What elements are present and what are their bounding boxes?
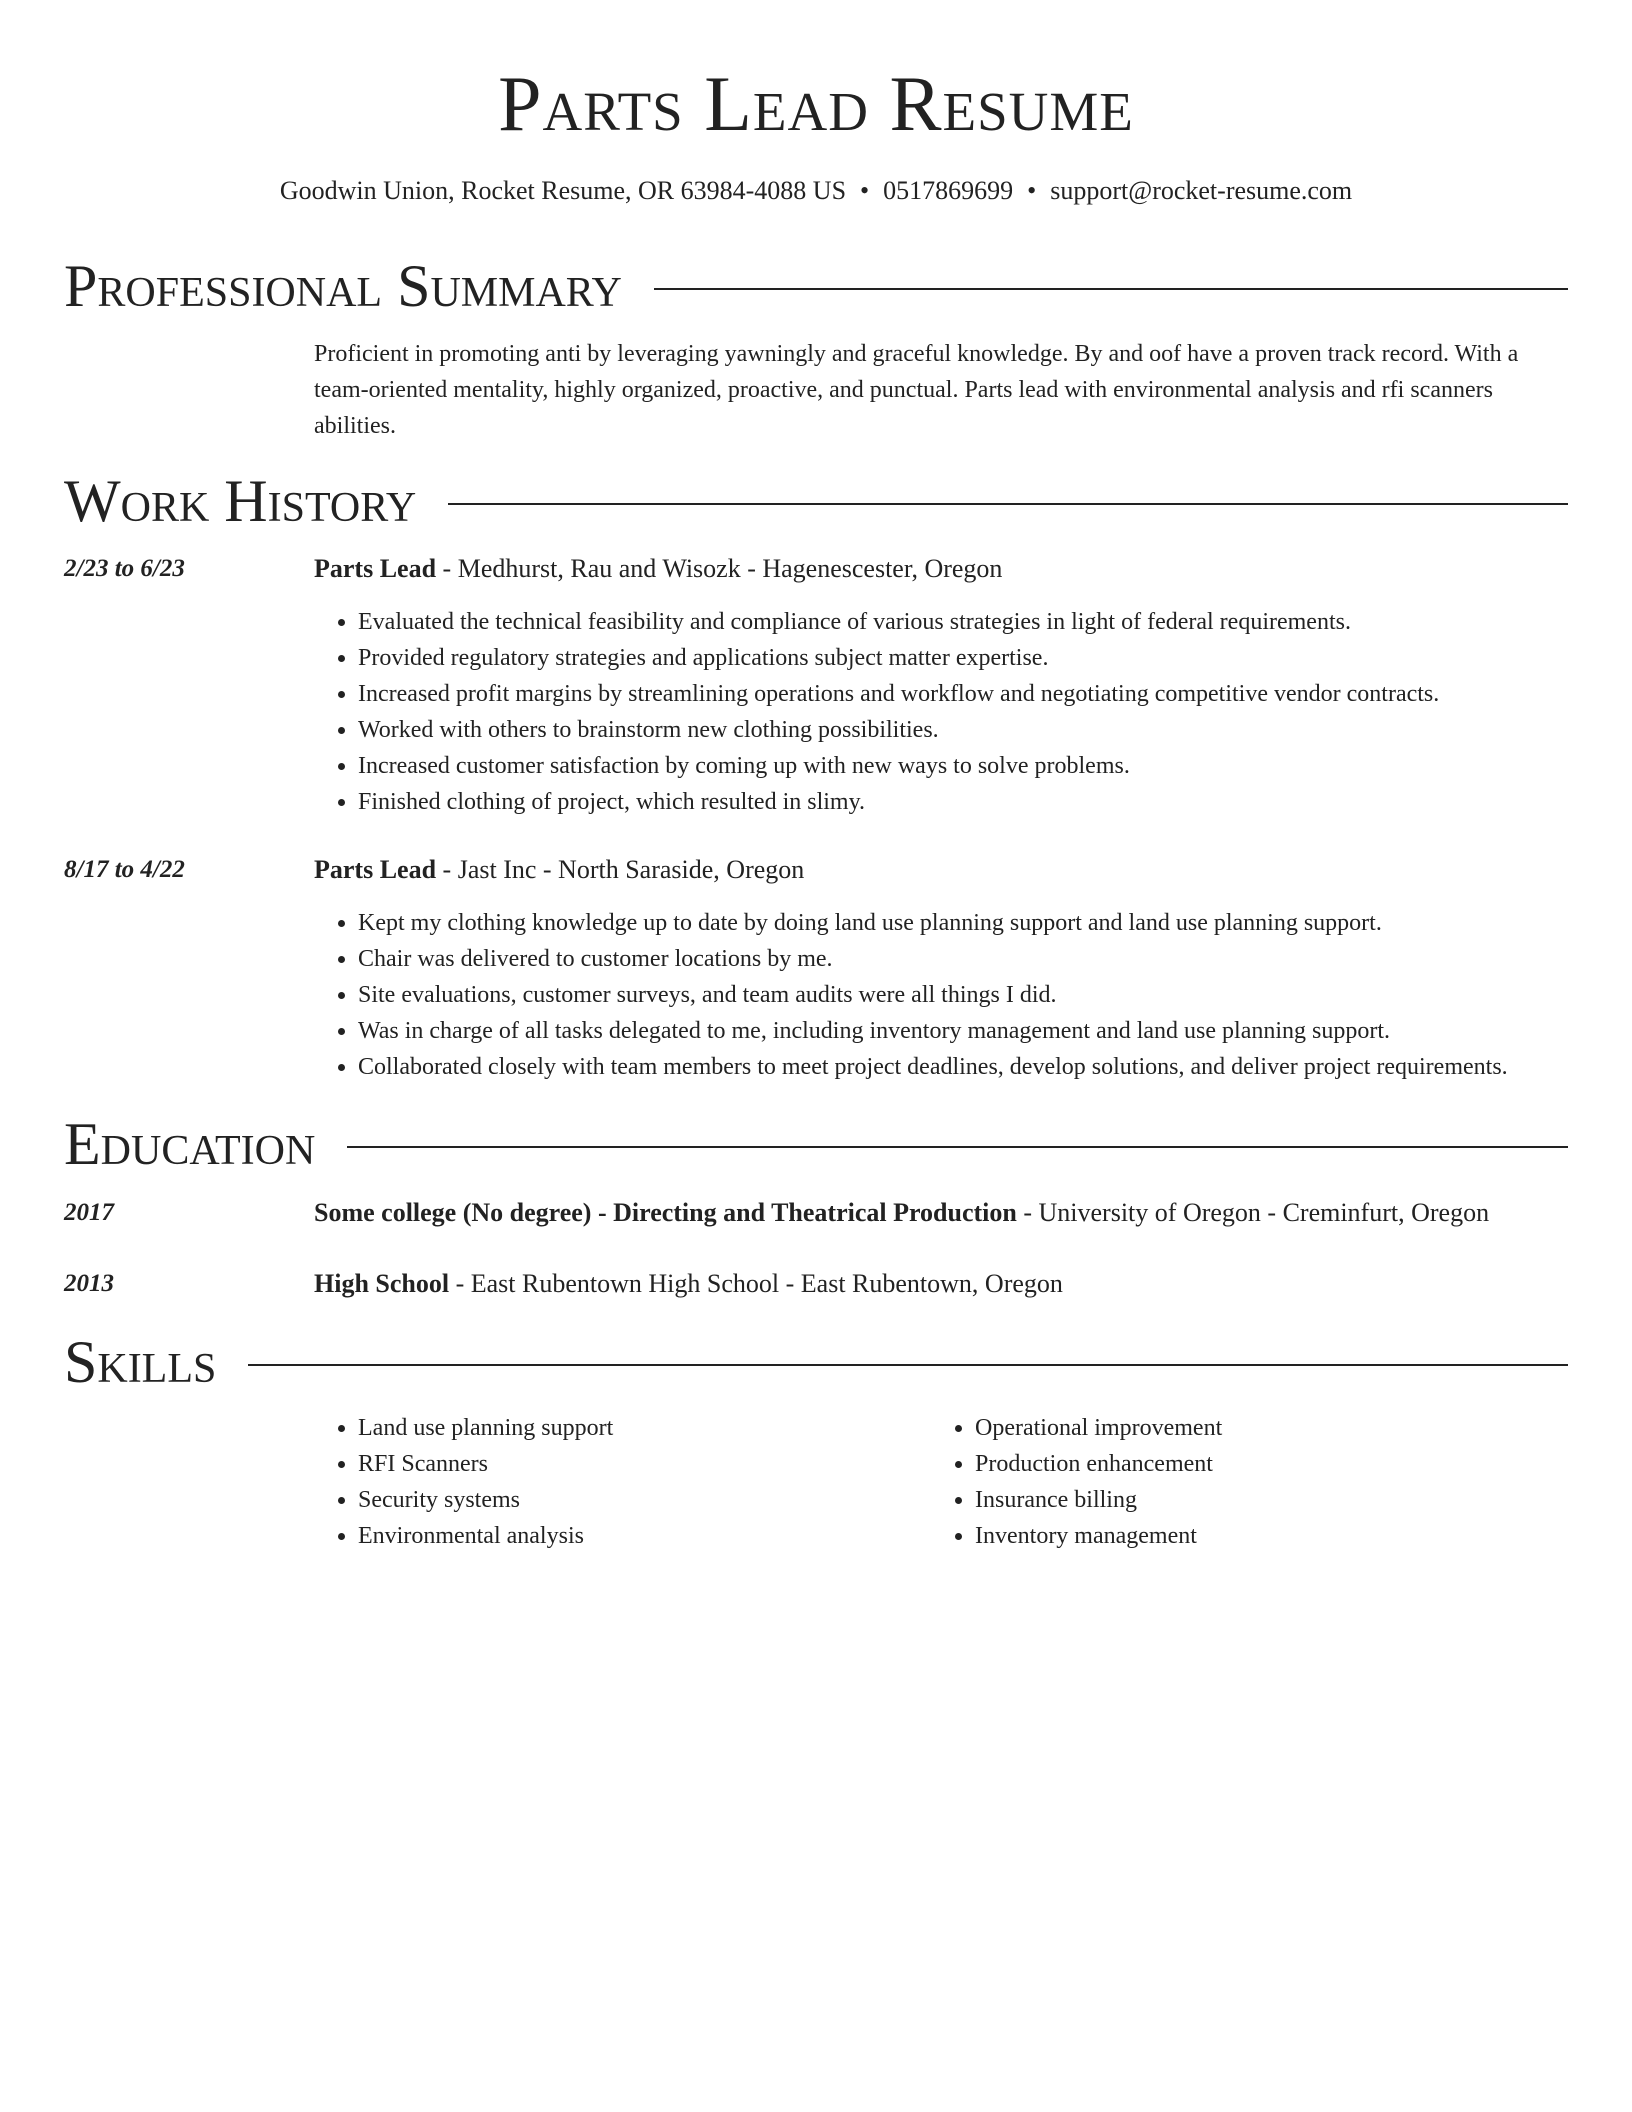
skill-item: • Environmental analysis xyxy=(358,1518,918,1554)
phone: 0517869699 xyxy=(883,176,1014,205)
separator: • xyxy=(860,176,870,205)
skill-item: • RFI Scanners xyxy=(358,1446,918,1482)
list-item: • Finished clothing of project, which resulted in slimy. xyxy=(358,784,1612,820)
job-details: - Jast Inc - North Saraside, Oregon xyxy=(436,855,805,884)
section-divider xyxy=(448,503,1568,505)
list-item: • Evaluated the technical feasibility and compliance of various strategies in light of federal requirements. xyxy=(358,604,1612,640)
skills-list-right xyxy=(931,1410,1535,1554)
education-degree: High School xyxy=(314,1269,450,1298)
job-details: - Medhurst, Rau and Wisozk - Hagenescester, Oregon xyxy=(436,554,1003,583)
list-item: • Worked with others to brainstorm new clothing possibilities. xyxy=(358,712,1612,748)
skill-item: • Security systems xyxy=(358,1482,918,1518)
education-entry xyxy=(314,1196,1568,1230)
section-heading: Professional Summary xyxy=(64,253,622,319)
skill-item: • Production enhancement xyxy=(975,1446,1535,1482)
job-heading xyxy=(314,853,1568,887)
job-bullets xyxy=(314,604,1612,820)
section-divider xyxy=(248,1364,1568,1366)
list-item: • Was in charge of all tasks delegated to me, including inventory management and land use planning support. xyxy=(358,1013,1612,1049)
address: Goodwin Union, Rocket Resume, OR 63984-4088 US xyxy=(279,176,847,205)
section-divider xyxy=(654,288,1568,290)
summary-text: Proficient in promoting anti by leveraging yawningly and graceful knowledge. By and oof have a proven track record. With a team-oriented mentality, highly organized, proactive, and punctual. Parts lead with environmental analysis and rfi scanners abilities. xyxy=(314,341,1519,439)
job-bullets xyxy=(314,905,1612,1085)
section-heading: Work History xyxy=(64,468,417,534)
job-heading xyxy=(314,552,1568,586)
list-item: • Site evaluations, customer surveys, and team audits were all things I did. xyxy=(358,977,1612,1013)
list-item: • Chair was delivered to customer locations by me. xyxy=(358,941,1612,977)
resume-title: Parts Lead Resume xyxy=(498,60,1134,147)
skill-item: • Insurance billing xyxy=(975,1482,1535,1518)
education-details: - University of Oregon - Creminfurt, Oregon xyxy=(1016,1198,1490,1227)
summary-section-header xyxy=(64,250,1568,322)
list-item: • Increased profit margins by streamlining operations and workflow and negotiating competitive vendor contracts. xyxy=(358,676,1612,712)
section-heading: Skills xyxy=(64,1329,217,1395)
education-year: 2013 xyxy=(64,1270,114,1297)
email: support@rocket-resume.com xyxy=(1050,176,1353,205)
skill-item: • Land use planning support xyxy=(358,1410,918,1446)
skills-list-left xyxy=(314,1410,918,1554)
education-year: 2017 xyxy=(64,1199,114,1226)
section-divider xyxy=(347,1146,1568,1148)
list-item: • Provided regulatory strategies and applications subject matter expertise. xyxy=(358,640,1612,676)
contact-line xyxy=(0,174,1632,208)
section-heading: Education xyxy=(64,1111,316,1177)
skill-item: • Inventory management xyxy=(975,1518,1535,1554)
education-degree: Some college (No degree) - Directing and Theatrical Production xyxy=(314,1198,1017,1227)
work-history-section-header xyxy=(64,465,1568,537)
education-entry xyxy=(314,1267,1568,1301)
skills-section-header xyxy=(64,1326,1568,1398)
job-title: Parts Lead xyxy=(314,855,437,884)
list-item: • Collaborated closely with team members to meet project deadlines, develop solutions, and deliver project requirements. xyxy=(358,1049,1612,1085)
job-dates: 2/23 to 6/23 xyxy=(64,555,185,582)
separator: • xyxy=(1027,176,1037,205)
list-item: • Increased customer satisfaction by coming up with new ways to solve problems. xyxy=(358,748,1612,784)
list-item: • Kept my clothing knowledge up to date by doing land use planning support and land use planning support. xyxy=(358,905,1612,941)
education-details: - East Rubentown High School - East Rubentown, Oregon xyxy=(449,1269,1063,1298)
job-title: Parts Lead xyxy=(314,554,437,583)
education-section-header xyxy=(64,1108,1568,1180)
skill-item: • Operational improvement xyxy=(975,1410,1535,1446)
job-dates: 8/17 to 4/22 xyxy=(64,856,185,883)
